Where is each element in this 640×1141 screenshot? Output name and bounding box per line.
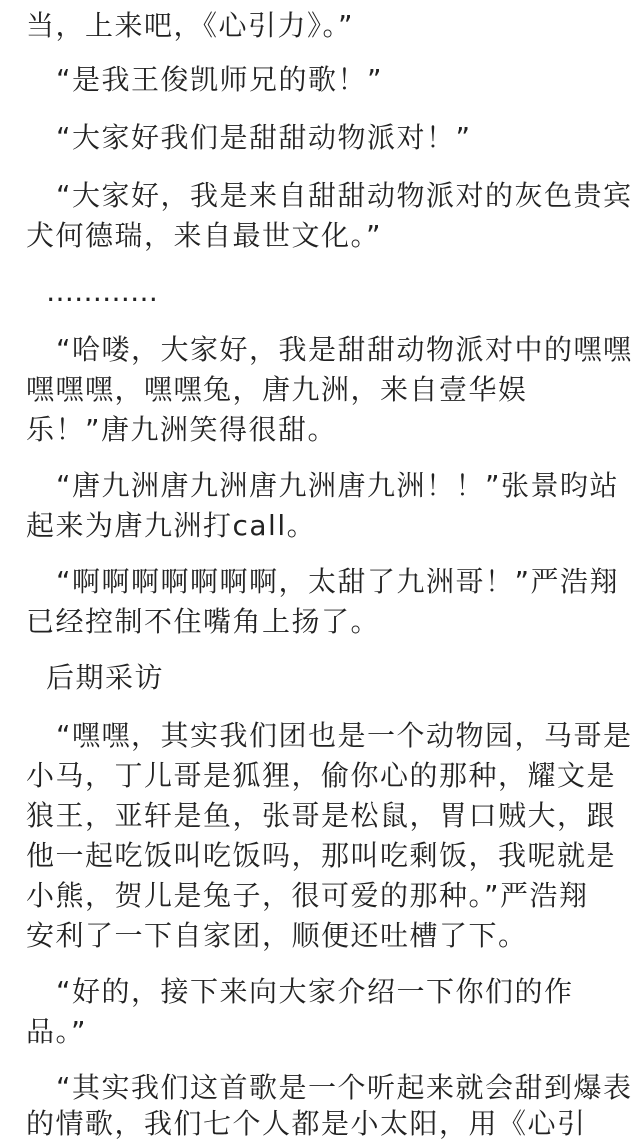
- section-label: 后期采访: [46, 661, 165, 694]
- text-line: “好的，接下来向大家介绍一下你们的作: [56, 975, 574, 1008]
- text-line: “大家好，我是来自甜甜动物派对的灰色贵宾: [56, 179, 633, 212]
- text-line: 犬何德瑞，来自最世文化。”: [26, 219, 383, 252]
- ellipsis-line: …………: [46, 275, 158, 308]
- text-line: “嘿嘿，其实我们团也是一个动物园，马哥是: [56, 719, 633, 752]
- text-line: 起来为唐九洲打call。: [26, 509, 317, 542]
- text-line: “大家好我们是甜甜动物派对！”: [56, 121, 472, 154]
- text-line: 狼王，亚轩是鱼，张哥是松鼠，胃口贼大，跟: [26, 799, 617, 832]
- text-line: 他一起吃饭叫吃饭吗，那叫吃剩饭，我呢就是: [26, 839, 617, 872]
- text-line: 已经控制不住嘴角上扬了。: [26, 605, 381, 638]
- text-line: 安利了一下自家团，顺便还吐槽了下。: [26, 919, 528, 952]
- text-line: 品。”: [26, 1015, 88, 1048]
- text-line: 小熊，贺儿是兔子，很可爱的那种。”严浩翔: [26, 879, 589, 912]
- text-line: “其实我们这首歌是一个听起来就会甜到爆表: [56, 1071, 633, 1104]
- text-line: “是我王俊凯师兄的歌！”: [56, 63, 384, 96]
- text-line: 当，上来吧，《心引力》。”: [26, 9, 355, 42]
- text-line: “啊啊啊啊啊啊啊，太甜了九洲哥！”严浩翔: [56, 565, 620, 598]
- text-line: 乐！”唐九洲笑得很甜。: [26, 413, 338, 446]
- text-line: 嘿嘿嘿，嘿嘿兔，唐九洲，来自壹华娱: [26, 373, 528, 406]
- text-line: “唐九洲唐九洲唐九洲唐九洲！！”张景昀站: [56, 469, 620, 502]
- text-line: 小马，丁儿哥是狐狸，偷你心的那种，耀文是: [26, 759, 617, 792]
- text-line: “哈喽，大家好，我是甜甜动物派对中的嘿嘿: [56, 333, 633, 366]
- text-line: 的情歌，我们七个人都是小太阳，用《心引: [26, 1107, 587, 1140]
